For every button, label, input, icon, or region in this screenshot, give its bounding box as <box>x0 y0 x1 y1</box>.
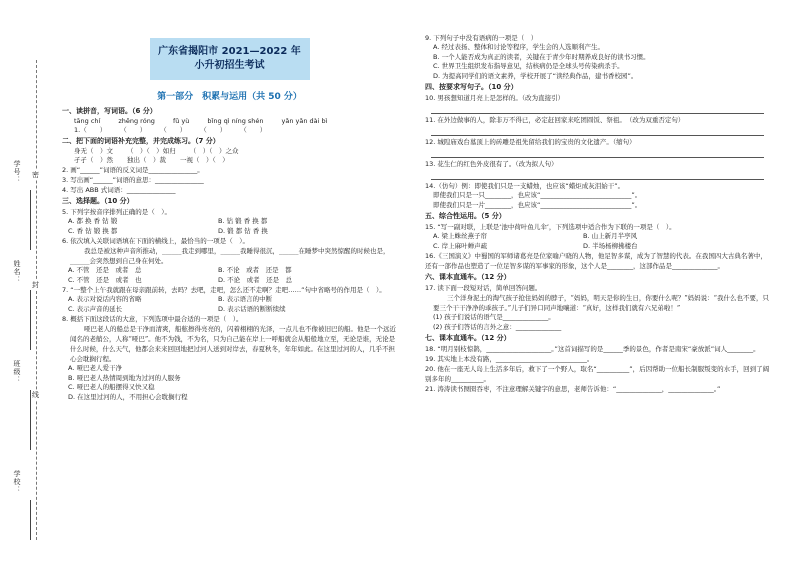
option[interactable]: A. 哑巴老人爱干净 <box>68 364 122 372</box>
question-5: 5. 下列字按音序排列正确的是（ ）。 <box>62 208 172 216</box>
field-school: 学校： <box>13 470 21 494</box>
answer-line[interactable] <box>431 125 764 136</box>
question-21: 21. 涛涛读书囫囵吞枣，不注意理解关键字的意思，老师告诉他：“______________，______________。” <box>425 385 721 393</box>
answer-blank[interactable]: （ ） <box>200 126 227 134</box>
question-7-options-row1 <box>68 295 397 305</box>
pinyin-item: fǔ yù <box>172 117 190 125</box>
section-1-heading: 一、读拼音，写词语。（6 分） <box>62 107 157 115</box>
question-6-options-row2 <box>68 276 397 286</box>
title-line-1: 广东省揭阳市 2021—2022 年 <box>158 46 301 57</box>
question-18: 18. “明月别枝惊鹊，____________________。”这首词描写的是______季的景色，作者是南宋“豪放派”词人________。 <box>425 345 760 353</box>
question-12: 12. 城隍庙戏台墓顶上的砖雕是祖先留给我们的宝贵的文化遗产。（缩句） <box>425 138 636 146</box>
option[interactable]: B. 钻 锻 香 换 都 <box>218 217 268 225</box>
seal-line <box>36 60 37 540</box>
name-line <box>30 290 32 350</box>
answer-blank[interactable]: （ ） <box>120 126 147 134</box>
section-7-heading: 七、课本直通车。（12 分） <box>425 334 511 342</box>
field-class: 班级： <box>13 360 21 384</box>
question-11: 11. 在外边做事的人，除非万不得已，必定赶回家来吃团圆饭、祭祖。 （改为双重否定句） <box>425 116 685 124</box>
section-3-heading: 三、选择题。（10 分） <box>62 197 134 205</box>
idiom-item[interactable]: （ ）（ ）之众 <box>189 147 239 155</box>
answer-blank[interactable]: 1.（ ） <box>74 126 107 134</box>
seal-char-mi: 密 <box>32 171 39 179</box>
binding-strip <box>8 60 52 540</box>
option[interactable]: B. 表示语言的中断 <box>218 295 273 303</box>
question-2-2: 2. 画“______”词语的反义词是_______________。 <box>62 166 204 174</box>
idiom-item[interactable]: 身无（ ）文 <box>74 147 113 155</box>
title-line-2: 小升初招生考试 <box>194 60 265 71</box>
student-id-line <box>30 190 32 250</box>
pinyin-item: zhēng róng <box>118 117 155 125</box>
question-2-4: 4. 写出 ABB 式词语：_______________ <box>62 186 176 194</box>
pinyin-item: bǐng qì níng shén <box>207 117 264 125</box>
answer-line[interactable] <box>431 169 764 180</box>
question-2-3: 3. 写出画“______”词语的意思：_______________ <box>62 176 204 184</box>
answer-blank[interactable]: （ ） <box>160 126 187 134</box>
option[interactable]: A. 梁上蛛丝燕子帘 <box>433 232 487 240</box>
question-6-options-row1 <box>68 266 397 276</box>
option[interactable]: C. 香 钻 锻 换 都 <box>68 226 118 235</box>
seal-char-feng: 封 <box>32 281 39 289</box>
idiom-item[interactable]: 一视（ ）（ ） <box>180 156 229 164</box>
seal-char-xian: 线 <box>32 391 39 399</box>
question-13: 13. 花生仁的红色外皮很有了。（改为拟人句） <box>425 160 558 168</box>
option[interactable]: B. 山上新月半亭风 <box>583 232 638 240</box>
option[interactable]: D. 不论 或者 还是 总 <box>218 275 293 284</box>
question-15-options-row1 <box>433 232 770 242</box>
question-14-blank-a[interactable]: 即使我们只是一只________，也应该“____________________________”。 <box>433 191 642 199</box>
question-14: 14.（仿句）例：即使我们只是一支蜡烛，也应该“蜡炬成灰泪始干”。 <box>425 182 625 190</box>
question-17-1[interactable]: (1) 孩子们说话的语气是______________。 <box>433 313 555 321</box>
option[interactable]: B. 不论 或者 还是 都 <box>218 266 292 274</box>
pinyin-answer-row <box>74 126 397 135</box>
pinyin-item: tāng chí <box>74 117 101 125</box>
option[interactable]: A. 不管 还是 或者 总 <box>68 266 142 274</box>
answer-line[interactable] <box>431 103 764 114</box>
question-17-2[interactable]: (2) 孩子们答话的言外之意：______________ <box>433 322 562 331</box>
exam-title <box>150 38 310 80</box>
question-14-blank-b[interactable]: 即使我们只是一片________，也应该“____________________________”。 <box>433 200 642 209</box>
option[interactable]: C. 不管 还是 或者 也 <box>68 275 142 284</box>
section-2-heading: 二、把下面的词语补充完整，并完成练习。（7 分） <box>62 137 220 145</box>
section-5-heading: 五、综合性运用。（5 分） <box>425 212 506 220</box>
option[interactable]: A. 都 换 香 钻 锻 <box>68 217 118 225</box>
field-student-id: 学号： <box>13 160 21 184</box>
part-heading: 第一部分 积累与运用（共 50 分） <box>157 92 302 102</box>
question-16: 16.《三国演义》中蜀国的军师诸葛亮是位家喻户晓的人物，他足智多谋，成为了智慧的代表。在我国四大古典名著中，还有一部作品也塑造了一位足智多谋的军事家的形象，这个人是________，这部作品是______________。 <box>425 252 767 270</box>
idiom-item[interactable]: 独出（ ）裁 <box>127 156 166 164</box>
option[interactable]: B. 哑巴老人热情周到地为过河的人服务 <box>68 373 181 382</box>
idiom-row-2 <box>74 156 397 165</box>
question-7-options-row2 <box>68 305 397 315</box>
pinyin-row <box>74 117 397 126</box>
answer-line[interactable] <box>431 147 764 158</box>
question-15-options-row2 <box>433 242 770 252</box>
pinyin-item: yǎn yǎn dài bì <box>281 117 328 125</box>
option[interactable]: C. 世界卫生组织发布指导意见，结核病仍是全球头号传染病杀手。 <box>433 62 624 70</box>
question-17: 17. 读下面一段短对话，简单回答问题。 <box>425 284 542 292</box>
idiom-item[interactable]: （ ）（ ）如归 <box>127 147 176 155</box>
answer-blank[interactable]: （ ） <box>240 126 267 134</box>
left-column <box>62 38 397 402</box>
question-20: 20. 他在一座无人岛上生活多年后，救下了一个野人，取名“__________”，后因帮助一位船长制服叛变的水手，回到了阔别多年的__________。 <box>425 365 770 383</box>
section-4-heading: 四、按要求写句子。（10 分） <box>425 83 518 91</box>
question-17-passage: 三个洋身泥土的淘气孩子抢住妈妈的脖子，“妈妈，明天是你的生日，你要什么呢？”妈妈说：“我什么也不要，只要三个干干净净的乖孩子。”儿子们异口同声地嚷道：“真好，这样我们就有六兄弟啦！” <box>433 294 769 312</box>
question-5-options-row2 <box>68 227 397 237</box>
option[interactable]: D. 半场杨柳拂楼台 <box>583 241 638 250</box>
option[interactable]: C. 岸上麻叶蝉声疏 <box>433 241 488 250</box>
option[interactable]: A. 表示对说话内容的省略 <box>68 295 142 303</box>
option[interactable]: D. 表示话语的断断续续 <box>218 304 286 313</box>
question-9: 9. 下列句子中没有语病的一项是（ ） <box>425 34 538 42</box>
option[interactable]: D. 为提高同学们的语文素养，学校开展了“读经典作品，建书香校园”。 <box>433 71 638 80</box>
school-line <box>30 500 32 540</box>
idiom-item[interactable]: 孑孑（ ）然 <box>74 156 113 164</box>
question-8: 8. 概括下面这段话的大意，下列选项中最合适的一项是（ ）。 <box>62 315 243 323</box>
question-10: 10. 男孩想知道月亮上是怎样的。（改为直接引） <box>425 94 565 102</box>
question-5-options-row1 <box>68 217 397 227</box>
question-15: 15. “写一副对联，上联是‘池中荷叶鱼儿伞’，下列选项中适合作为下联的一项是（ ）。 <box>425 223 676 231</box>
question-8-passage: 哑巴老人的船总是干净而清爽，船舷擦得亮亮的，闪着栩栩的光泽，一点儿也不像被旧巴的船。他是一个远近闻名的老艄公，人称“哑巴”。他不为钱，不为名，只为自己能在岸上一呼船就会从船般地立至，无论是谁，无论是什么时候，什么天气，他都会来来回回地把过河人送到对岸去，春夏秋冬，年年如此。在这里过河的人，几乎不担心会耽搁行程。 <box>70 325 396 363</box>
question-19: 19. 其实地上本没有路，____________________________。 <box>425 355 594 363</box>
question-7: 7. “一整个上午我就跟在母亲跟前转，去吗？去吧，走吧，怎么还不走啊？走吧……”句中省略号的作用是（ ）。 <box>62 286 386 294</box>
section-6-heading: 六、课本直通车。（12 分） <box>425 273 511 281</box>
right-column <box>425 33 770 394</box>
option[interactable]: B. 一个人能否成为真正的读者，关键在于青少年时期养成良好的读书习惯。 <box>433 52 650 61</box>
question-6-passage: 我总是被这种声音所推动，______我走到哪里，______我睡得很沉，______在睡梦中突然惊醒的时候也是，______会突然想到自己身在何处。 <box>70 247 390 265</box>
option[interactable]: D. 在这里过河的人，不用担心会耽搁行程 <box>68 392 188 401</box>
option[interactable]: C. 哑巴老人的船摆得又快又稳 <box>68 383 155 391</box>
question-6: 6. 依次填入关联词语填在下面的横线上，最恰当的一项是（ ）。 <box>62 237 250 245</box>
option[interactable]: C. 表示声音的延长 <box>68 304 123 313</box>
option[interactable]: D. 锻 都 钻 香 换 <box>218 226 268 235</box>
idiom-row-1 <box>74 147 397 156</box>
field-name: 姓名： <box>13 260 21 284</box>
option[interactable]: A. 经过表扬、整体和讨论等程序，学生会的人选顺利产生。 <box>433 43 604 51</box>
